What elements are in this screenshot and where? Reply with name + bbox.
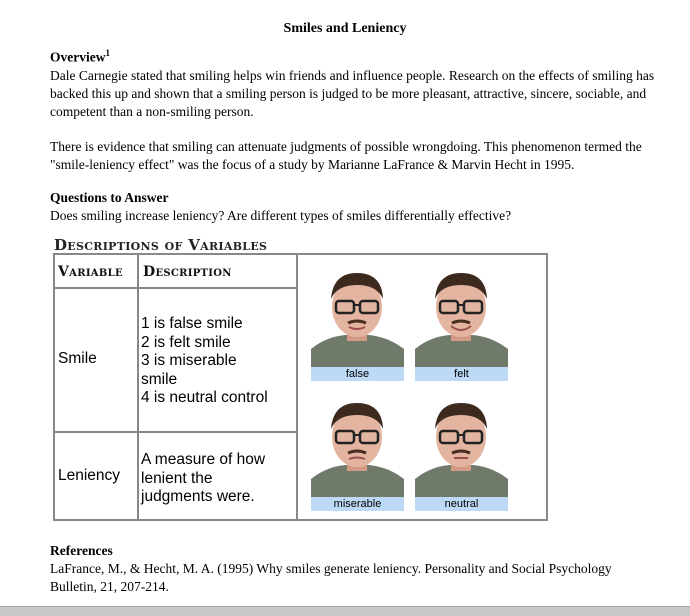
face-photo-felt: [415, 263, 508, 381]
description-line: smile: [141, 370, 178, 388]
description-line: 1 is false smile: [141, 315, 243, 332]
description-line: 3 is miserable: [141, 352, 237, 369]
description-line: judgments were.: [141, 488, 255, 505]
description-line: A measure of how: [141, 451, 266, 468]
face-photo-false: [311, 263, 404, 381]
face-image: [415, 393, 508, 497]
questions-heading: Questions to Answer: [50, 190, 169, 205]
table-row-smile: [55, 289, 296, 433]
face-photo-miserable: [311, 393, 404, 511]
variable-description-cell: [141, 433, 296, 519]
references-heading: References: [50, 543, 113, 558]
photo-label: neutral: [415, 497, 508, 511]
description-line: lenient the: [141, 469, 213, 487]
variables-table: [53, 253, 298, 521]
variable-name-cell: Leniency: [55, 433, 139, 519]
photo-label: miserable: [311, 497, 404, 511]
face-image: [311, 263, 404, 367]
variables-table-title: Descriptions of Variables: [54, 236, 268, 254]
description-line: 2 is felt smile: [141, 333, 231, 351]
overview-paragraph-1: Dale Carnegie stated that smiling helps win friends and influence people. Research on the effects of smiling has backed this up and shown that a smiling person is judged to be more pleasant, attractive, sincere, sociable, and competent than a non-smiling person.: [50, 68, 655, 119]
photo-label: felt: [415, 367, 508, 381]
reference-citation: LaFrance, M., & Hecht, M. A. (1995) Why smiles generate leniency. Personality and Social Psychology Bulletin, 21, 207-214.: [50, 561, 612, 594]
face-image: [311, 393, 404, 497]
description-line: 4 is neutral control: [141, 389, 268, 406]
table-row-leniency: [55, 433, 296, 519]
footnote-marker: 1: [105, 48, 110, 58]
column-header-variable: Variable: [55, 255, 139, 289]
overview-paragraph-2: There is evidence that smiling can attenuate judgments of possible wrongdoing. This phenomenon termed the "smile-leniency effect" was the focus of a study by Marianne LaFrance & Marvin Hecht in 1995.: [50, 139, 642, 172]
document-title: Smiles and Leniency: [283, 21, 407, 36]
smile-photos-panel: [298, 253, 548, 521]
face-photo-neutral: [415, 393, 508, 511]
variable-name-cell: Smile: [55, 289, 139, 431]
face-image: [415, 263, 508, 367]
questions-text: Does smiling increase leniency? Are different types of smiles differentially effective?: [50, 208, 512, 223]
overview-heading: Overview$^1$: [50, 48, 110, 65]
variable-description-cell: [141, 289, 296, 431]
column-header-description: Description: [139, 255, 298, 289]
photo-label: false: [311, 367, 404, 381]
